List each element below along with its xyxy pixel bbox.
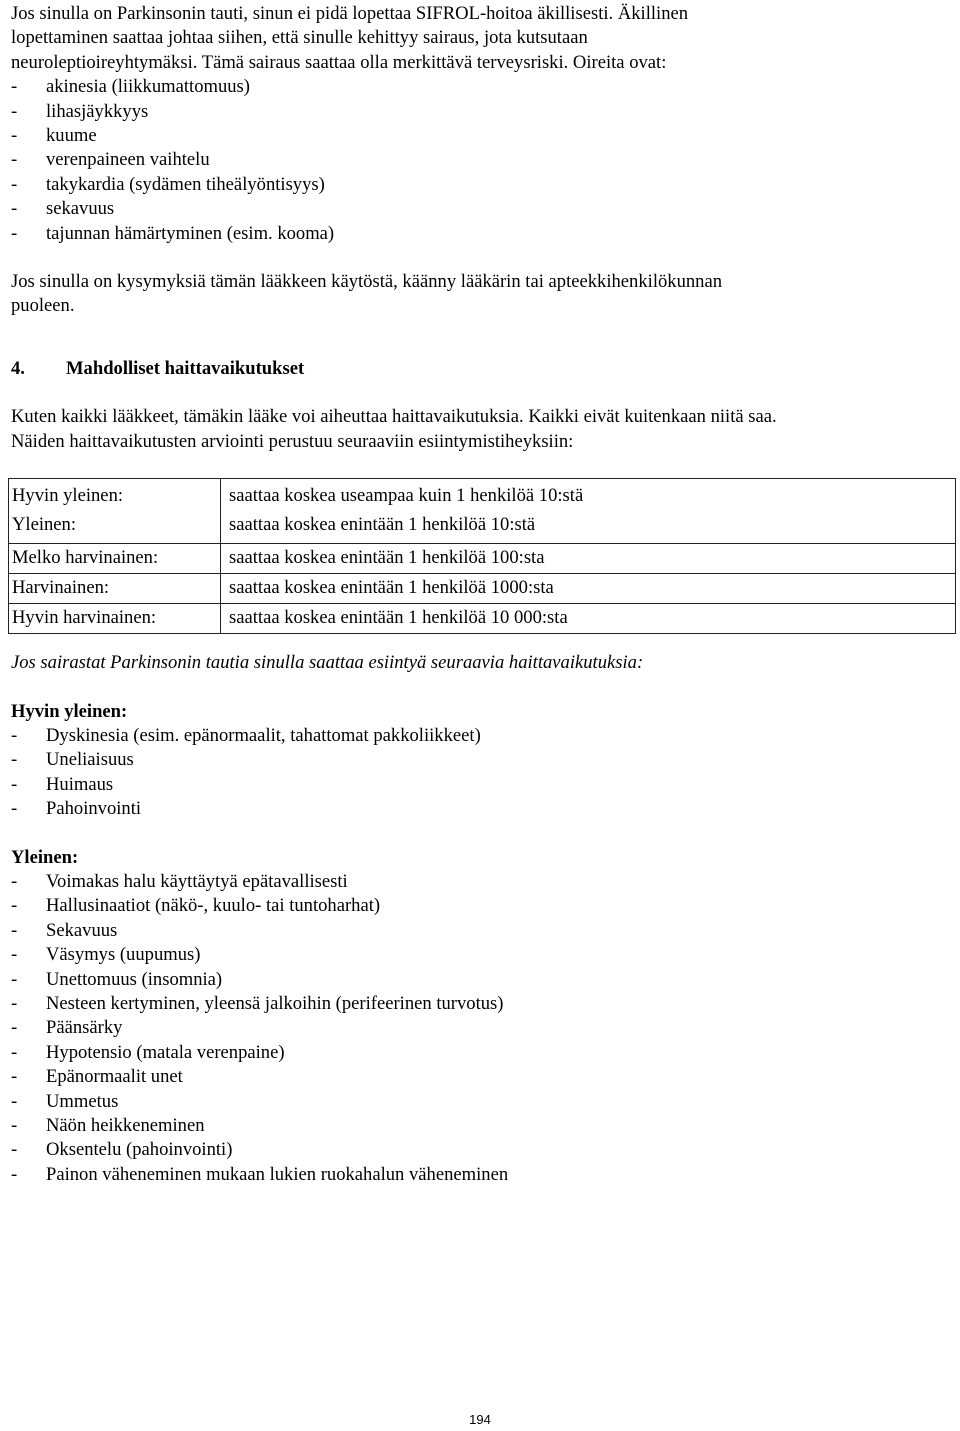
list-item: - Huimaus <box>11 773 951 797</box>
list-item: - Päänsärky <box>11 1016 951 1040</box>
symptom-list <box>11 75 951 246</box>
intro-paragraph <box>11 2 951 75</box>
list-item: - Unettomuus (insomnia) <box>11 968 951 992</box>
list-item: - Sekavuus <box>11 919 951 943</box>
frequency-label: Hyvin yleinen: <box>9 479 221 512</box>
questions-paragraph <box>11 270 951 319</box>
section-line: Näiden haittavaikutusten arviointi perustuu seuraaviin esiintymistiheyksiin: <box>11 430 574 452</box>
frequency-label: Melko harvinainen: <box>9 544 221 574</box>
section-heading <box>11 357 951 381</box>
list-item: - Nesteen kertyminen, yleensä jalkoihin (perifeerinen turvotus) <box>11 992 951 1016</box>
list-item: - Oksentelu (pahoinvointi) <box>11 1138 951 1162</box>
frequency-value: saattaa koskea enintään 1 henkilöä 10 000:sta <box>221 604 956 634</box>
page-number: 194 <box>469 1412 491 1427</box>
frequency-table <box>8 478 956 634</box>
list-item: - Näön heikkeneminen <box>11 1114 951 1138</box>
section-title: Mahdolliset haittavaikutukset <box>66 357 305 379</box>
very-common-heading: Hyvin yleinen: <box>11 700 128 722</box>
list-item: - Hallusinaatiot (näkö-, kuulo- tai tuntoharhat) <box>11 894 951 918</box>
list-item: - verenpaineen vaihtelu <box>11 148 951 172</box>
list-item: - sekavuus <box>11 197 951 221</box>
section-line: Kuten kaikki lääkkeet, tämäkin lääke voi aiheuttaa haittavaikutuksia. Kaikki eivät kuitenkaan niitä saa. <box>11 406 777 428</box>
table-row <box>9 479 956 512</box>
section-intro <box>11 405 951 454</box>
table-row <box>9 544 956 574</box>
table-row <box>9 574 956 604</box>
frequency-label: Harvinainen: <box>9 574 221 604</box>
list-item: - takykardia (sydämen tiheälyöntisyys) <box>11 173 951 197</box>
document-page <box>11 2 951 1187</box>
list-item: - Väsymys (uupumus) <box>11 943 951 967</box>
list-item: - Voimakas halu käyttäytyä epätavallisesti <box>11 870 951 894</box>
parkinson-intro: Jos sairastat Parkinsonin tautia sinulla saattaa esiintyä seuraavia haittavaikutuksia: <box>11 652 644 674</box>
very-common-list <box>11 724 951 822</box>
list-item: - Epänormaalit unet <box>11 1065 951 1089</box>
section-number: 4. <box>11 357 25 379</box>
list-item: - Uneliaisuus <box>11 748 951 772</box>
list-item: - tajunnan hämärtyminen (esim. kooma) <box>11 222 951 246</box>
intro-line: neuroleptioireyhtymäksi. Tämä sairaus saattaa olla merkittävä terveysriski. Oireita ovat: <box>11 51 667 73</box>
frequency-value: saattaa koskea enintään 1 henkilöä 10:stä <box>221 511 956 544</box>
table-row <box>9 511 956 544</box>
intro-line: lopettaminen saattaa johtaa siihen, että sinulle kehittyy sairaus, jota kutsutaan <box>11 27 588 49</box>
list-item: - Pahoinvointi <box>11 797 951 821</box>
list-item: - kuume <box>11 124 951 148</box>
list-item: - Ummetus <box>11 1090 951 1114</box>
list-item: - Painon väheneminen mukaan lukien ruokahalun väheneminen <box>11 1163 951 1187</box>
common-list <box>11 870 951 1187</box>
common-heading: Yleinen: <box>11 846 79 868</box>
frequency-value: saattaa koskea enintään 1 henkilöä 1000:sta <box>221 574 956 604</box>
intro-line: Jos sinulla on Parkinsonin tauti, sinun ei pidä lopettaa SIFROL-hoitoa äkillisesti. Äkillinen <box>11 3 689 24</box>
questions-line: Jos sinulla on kysymyksiä tämän lääkkeen käytöstä, käänny lääkärin tai apteekkihenkilökunnan <box>11 271 723 293</box>
list-item: - akinesia (liikkumattomuus) <box>11 75 951 99</box>
frequency-label: Yleinen: <box>9 511 221 544</box>
list-item: - Dyskinesia (esim. epänormaalit, tahattomat pakkoliikkeet) <box>11 724 951 748</box>
frequency-value: saattaa koskea useampaa kuin 1 henkilöä 10:stä <box>221 479 956 512</box>
table-row <box>9 604 956 634</box>
questions-line: puoleen. <box>11 295 75 317</box>
frequency-value: saattaa koskea enintään 1 henkilöä 100:sta <box>221 544 956 574</box>
list-item: - Hypotensio (matala verenpaine) <box>11 1041 951 1065</box>
list-item: - lihasjäykkyys <box>11 100 951 124</box>
frequency-label: Hyvin harvinainen: <box>9 604 221 634</box>
